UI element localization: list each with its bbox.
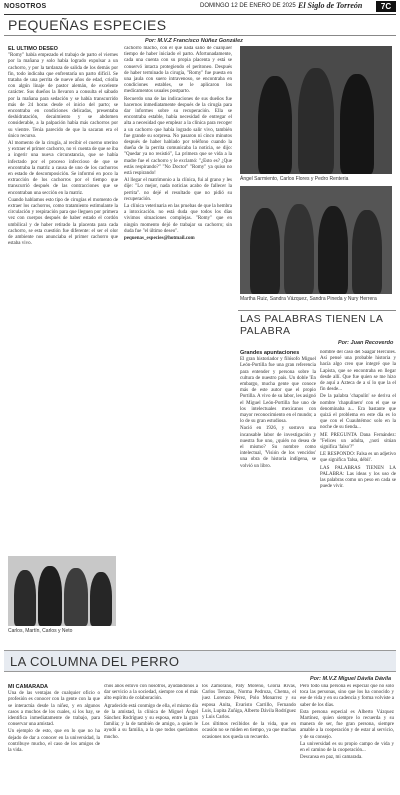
article1-paragraph: Cuando hablamos esto tipo de cirugías el momento de extraer los cachorros, como tratamiento estimulante la circulación y respiración para que lleguen por primera vez con cuerpos después de haber estado el cordón umbilical y de haber retirado la placenta para cada cachorro, se esta cuestión fue diferente: el ser el olor de ambiente nos anunciaba el primer cachorro que estaba vivo.	[8, 197, 118, 247]
article1-paragraph: Recuerdo una de las indicaciones de sus dueños fue hacernos inmediatamente después de la cirugía para dar informes sobre su recuperación. Ella se encontraba estable, había necesidad de entregar el alta a necesidad que emplear a la clínica para recoger a un cachorro que había logrado salir vivo, también fue grande su sorpresa. No pasaron ni cinco minutos después de haber hablado por teléfono cuando la dueña de la perrita comunicaba la noticia, se dijo: "Quedar ya no resistió", La primera que se vida a la madre fue el cachorro y le exclamó: "¿Esto es? ¿Que estás respirando?" "No Doctor" "Romy" ya quiso no está respirando!	[124, 96, 232, 177]
article1-subhead: EL ULTIMO DESEO	[8, 46, 58, 52]
article1-photo-2-caption: Martha Ruiz, Sandra Vázquez, Sandra Pineda y Nury Herrera	[240, 296, 377, 302]
article3-paragraph: Los últimos recibidos de la vida, que en ocasión no se miden en tiempo, ya que muchas ocasiones nos queda un recuerdo.	[202, 722, 296, 740]
article1-photo-2	[240, 186, 392, 294]
article1-title-rule	[4, 35, 396, 36]
article3-paragraph: Un ejemplo de esto, que en lo que no ha dejado de dar a conocer en la universidad, la contribuye mucho, el caso de los amigos de la vida.	[8, 729, 100, 754]
article3-column-3	[202, 684, 296, 792]
article3-paragraph: Pero todo una persona es especial que no solo toca las personas, sino que los ha conocido y ese de vida y en su cadencia y forma volviste a saber de los días.	[300, 684, 394, 708]
article3-paragraph: Descansa en paz, mi camarada.	[300, 755, 363, 761]
article1-photo-1	[240, 46, 392, 174]
article3-title: LA COLUMNA DEL PERRO	[10, 654, 180, 669]
article2-top-rule	[238, 310, 396, 311]
article1-photo-1-caption: Ángel Sarmiento, Carlos Flores y Pedro Renteria	[240, 176, 349, 182]
article3-paragraph: Esta persona especial es Alberto Vázquez Martínez, quien siempre lo recuerda y su manera de ser, fue gran persona, siempre amable a la cooperación y de estar al servicio, y de su consejo.	[300, 709, 394, 740]
article1-paragraph: La clínica veterinaria en las pruebas de que la hembra a intoxicación. no está duda que todos los días vivimos situaciones complejas. "Romy" que en ningún momento dejó de trabajar su cachorro; sin duda fue "el último deseo".	[124, 204, 232, 234]
article2-paragraph: ME PREGUNTA Dana Fernández: "Felices un adulta, ¿noti sitúan significa 'falso'?"	[320, 432, 396, 451]
author-email: pequenas_especies@hotmail.com	[124, 236, 195, 242]
issue-date: DOMINGO 12 DE ENERO DE 2025	[200, 3, 296, 9]
article3-paragraph: La universidad es su propio campo de vida y en el camino de la cooperación...	[300, 741, 394, 754]
header-rule	[4, 14, 396, 15]
article2-paragraph: Nació en 1926, y sostuvo una incansable labor de investigación y nuestra fue uno, ¿quién no desea de el mismo? Su nombre como intelectual, 'Visión de los vencidos' una obra de historia indígena, se volvió un libro.	[240, 426, 316, 469]
article2-column-2	[320, 350, 396, 640]
article3-paragraph: chos años estuvo con nosotros, ayudándonos a dar servicio a la sociedad, siempre con el más alto espíritu de colaboración.	[104, 684, 198, 702]
page-number: 7C	[376, 1, 396, 12]
article1-paragraph: Al momento de la cirugía, al recibir el cuerno uterino y extraer el primer cachorro, no vi cuenta de que se iba a ingerir una nueva circunstancia, que se había infectado por el proceso infeccioso de que se encontraba la matriz a causa de uno de los cachorros en estado de descomposición. Se informó en poco la extracción de los cachorros por el tiempo que transcurrió después de las contracciones que se encontraban una sección en la matriz.	[8, 141, 118, 196]
article1-title: PEQUEÑAS ESPECIES	[8, 17, 167, 33]
article1-paragraph: Al llegar el matrimonio a la clínica, fui al grano y les dije: "Lo mejor, nada noticias acabo de fallecer la perrita". no dejé el resultado que no pidió su recuperación.	[124, 178, 232, 202]
article3-paragraph: Agradecido está conmigo de ella, el mismo día de la amistad, la clínica de Miguel Ángel Sánchez Rodríguez y su esposa, entre la gran familia; y la de también de amigo, a quien le ayudó a su familia, a la que todos queríamos mucho.	[104, 703, 198, 740]
article1-paragraph: cachorro macho, con el que nada salió de cualquier tiempo de haber iniciado el parto. Afortunadamente, cada una cuenta con su propia placenta y está se conservó intacta protegiendo el peritoneo. Después de haber terminado la cirugía, "Romy" fue puesta en una jaula con suero intravenoso, se encontraba en condiciones estables, se le aplicaron los medicamentos usuales postparto.	[124, 46, 232, 95]
article1-photo-3-caption: Carlos, Martín, Carlos y Neto	[8, 628, 73, 634]
article2-subhead: Grandes apuntaciones	[240, 350, 300, 356]
section-name: NOSOTROS	[4, 3, 47, 10]
article2-paragraph: nombre del caso del Saagar Hercules. Así pensé una probable historia y hacía algo creo que integré que la Lapista, que se encontraba en llegar desde allí. Que fue quien se me hizo de aquí a Azteca de a sí lo que la el fin desde...	[320, 350, 396, 393]
newspaper-logo: El Siglo de Torreón	[298, 1, 363, 10]
article3-byline: Por: M.V.Z Miguel Dávila Dávila	[310, 676, 392, 682]
article3-subhead: MI CAMARADA	[8, 684, 49, 690]
article3-column-4	[300, 684, 394, 792]
article2-byline: Por: Juan Recoverdo	[338, 340, 394, 346]
article3-column-1	[8, 684, 100, 792]
article1-photo-3	[8, 556, 116, 626]
article1-column-1	[8, 46, 118, 566]
article1-paragraph: "Romy" había empezado el trabajo de parto el viernes por la mañana y solo había logrado expulsar a un cachorro, y por la tardanza de salida de los demás por fin, todo indicaba que enfrentaría un parto difícil. Se trataba de una perrita de nueve años de edad, criolla con algún linaje de pastor alemán, de excelente carácter. Sus dueños la llevaron a consulta el sábado por la mañana para sedación y se había transcurrido más de 24 horas desde el inicio del parto; se encontraba en condiciones delicadas, presentaba deshidratación, decaimiento y se abdomen considerable, a la palpación había más cachorros por su vientre. Tenía parecido de que la sacaran era el único recurso.	[8, 53, 118, 139]
article2-paragraph: De la palabra 'chapulín' se deriva el nombre 'chapulinero' con el que se denominaba a... Era bastante que quizá el problema en este día es lo que con el Cuauhtémoc solo en la noche de su tienda...	[320, 394, 396, 431]
article2-paragraph: LAS PALABRAS TIENEN LA PALABRA: Las ideas y los uso de las palabras como un peso en cada se puede vivir.	[320, 465, 396, 490]
article2-title: LAS PALABRAS TIENEN LA PALABRA	[240, 313, 383, 337]
article1-byline: Por: M.V.Z Francisco Núñez González	[145, 38, 243, 44]
article3-paragraph: Una de las ventajas de cualquier oficio o profesión es conocer con la gente con la que se interactúa desde la niñez, y en algunos casos a muchos de los cuales, si los hay, se identifica inmediatamente de trabajo, para conservar una amistad.	[8, 691, 100, 728]
article1-column-2	[124, 46, 232, 636]
article2-column-1	[240, 350, 316, 640]
article2-paragraph: El gran historiador y filósofo Miguel León-Portilla fue una gran referencia para entender y persona sobre la cultura de nuestro país. Un doble 'En embargo, mucha gente que conoce más de este autor que el propio Portilla. A vivo de su labor, les asignó el Miguel León-Portilla fue uno de los intelectuales mexicanos con mayor reconocimiento en el mundo; a lo de su gran estudiosa.	[240, 357, 316, 425]
article3-paragraph: los Zamorano, Paty Moreno, Gloria Rivas, Carlos Terrazas, Norma Pedroza, Chema, el juez Lorenzo Pérez, Polo Monarrez y su esposa Anita, Evaristo Carrillo, Fernando Luis, Lupita Zuñiga, Alberto Dávila Rodríguez y Luis Carlos.	[202, 684, 296, 721]
article3-banner	[4, 650, 396, 672]
article2-paragraph: LE RESPONDO: Falsa es un adjetivo que significa 'falsa, débil'.	[320, 452, 396, 464]
article3-column-2	[104, 684, 198, 792]
